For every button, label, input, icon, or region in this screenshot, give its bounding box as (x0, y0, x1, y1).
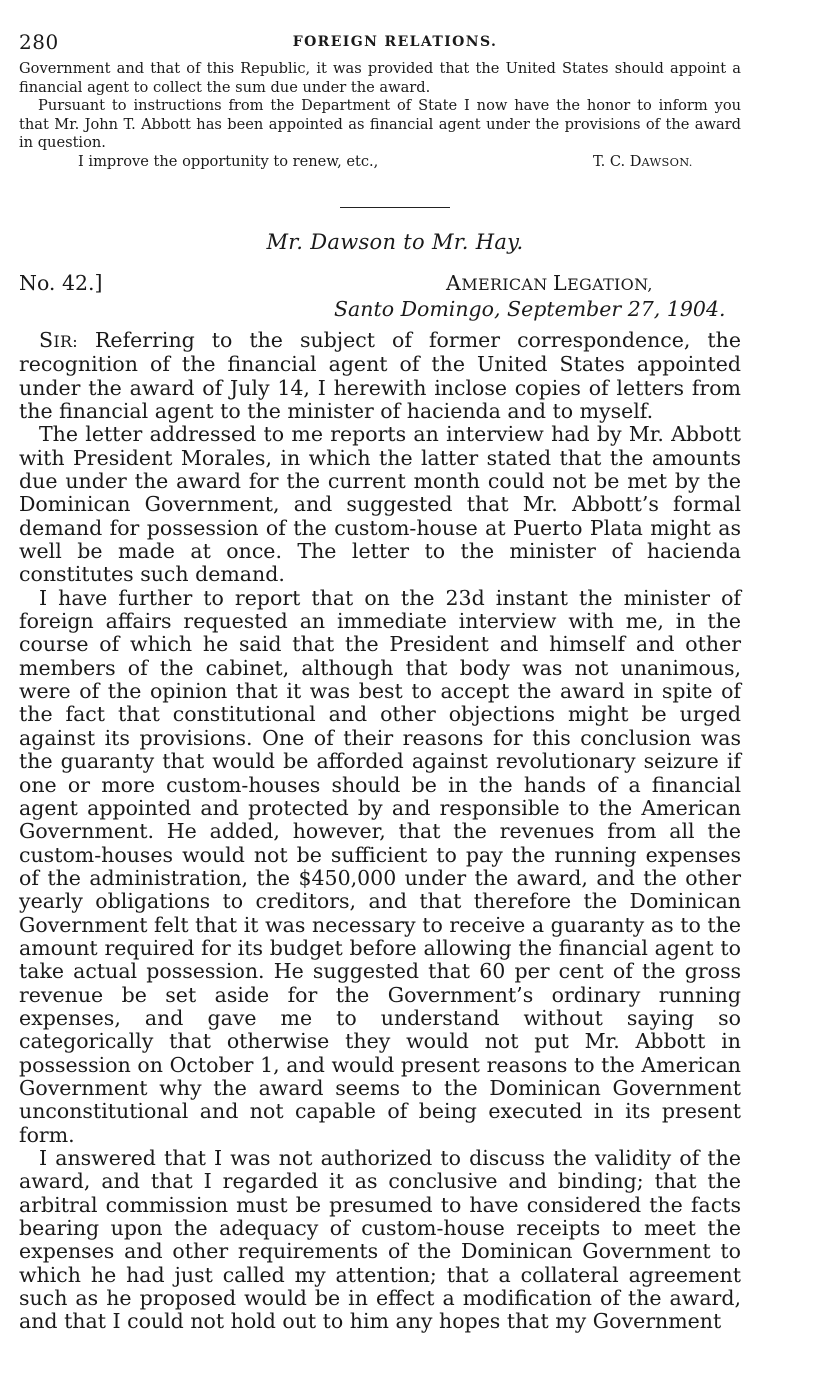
letter-dateline (19, 271, 741, 327)
signature-initials: T. C. D (593, 152, 642, 170)
place-and-date: Santo Domingo, September 27, 1904. (334, 296, 726, 321)
running-title: FOREIGN RELATIONS. (292, 34, 498, 50)
body-paragraph (19, 329, 741, 423)
legation-rest-a: MERICAN (461, 274, 553, 294)
carryover-paragraph: Pursuant to instructions from the Department of State I now have the honor to inform you that Mr. John T. Abbott has been appointed as financial agent under the provisions of the award in question. (19, 97, 741, 152)
legation-cap-a: A (446, 270, 462, 295)
legation-rest-l: EGATION, (567, 274, 653, 294)
document-page (19, 30, 741, 1334)
page-number: 280 (19, 30, 59, 54)
letter-heading: Mr. Dawson to Mr. Hay. (266, 229, 524, 254)
legation-name (446, 271, 653, 295)
salutation-cap: S (39, 327, 54, 352)
closing-formula: I improve the opportunity to renew, etc., (78, 152, 379, 170)
section-divider (340, 207, 450, 208)
running-header (19, 30, 741, 60)
body-paragraph: I answered that I was not authorized to discuss the validity of the award, and that I regarded it as conclusive and binding; that the arbitral commission must be presumed to have considered the facts bearing upon the adequacy of custom-house receipts to meet the expenses and other requirements of the Dominican Government to which he had just called my attention; that a collateral agreement such as he proposed would be in effect a modification of the award, and that I could not hold out to him any hopes that my Government (19, 1146, 741, 1334)
despatch-number: No. 42.] (19, 270, 103, 295)
signature-rest: AWSON. (641, 154, 693, 169)
paragraph-text: Referring to the subject of former correspondence, the recognition of the financial agent of the United States appointed under the award of July 14, I herewith inclose copies of letters from the financial agent to the minister of hacienda and to myself. (19, 327, 741, 423)
salutation (39, 328, 78, 352)
closing-line (19, 153, 741, 172)
carryover-text (19, 60, 741, 153)
legation-cap-l: L (552, 270, 568, 295)
body-paragraph: The letter addressed to me reports an interview had by Mr. Abbott with President Morales, in which the latter stated that the amounts due under the award for the current month could not be met by the Dominican Government, and suggested that Mr. Abbott’s formal demand for possession of the custom-house at Puerto Plata might as well be made at once. The letter to the minister of hacienda constitutes such demand. (19, 422, 741, 587)
salutation-rest: IR: (53, 331, 78, 351)
letter-body (19, 329, 741, 1334)
carryover-paragraph: Government and that of this Republic, it was provided that the United States should appoint a financial agent to collect the sum due under the award. (19, 60, 741, 96)
body-paragraph: I have further to report that on the 23d instant the minister of foreign affairs requested an immediate interview with me, in the course of which he said that the President and himself and other members of the cabinet, although that body was not unanimous, were of the opinion that it was best to accept the award in spite of the fact that constitutional and other objections might be urged against its provisions. One of their reasons for this conclusion was the guaranty that would be afforded against revolutionary seizure if one or more custom-houses should be in the hands of a financial agent appointed and protected by and responsible to the American Government. He added, however, that the revenues from all the custom-houses would not be sufficient to pay the running expenses of the administration, the $450,000 under the award, and the other yearly obligations to creditors, and that therefore the Dominican Government felt that it was necessary to receive a guaranty as to the amount required for its budget before allowing the financial agent to take actual possession. He suggested that 60 per cent of the gross revenue be set aside for the Government’s ordinary running expenses, and gave me to understand without saying so categorically that otherwise they would not put Mr. Abbott in possession on October 1, and would present reasons to the American Government why the award seems to the Dominican Government unconstitutional and not capable of being executed in its present form. (19, 585, 741, 1147)
signature (593, 153, 693, 172)
